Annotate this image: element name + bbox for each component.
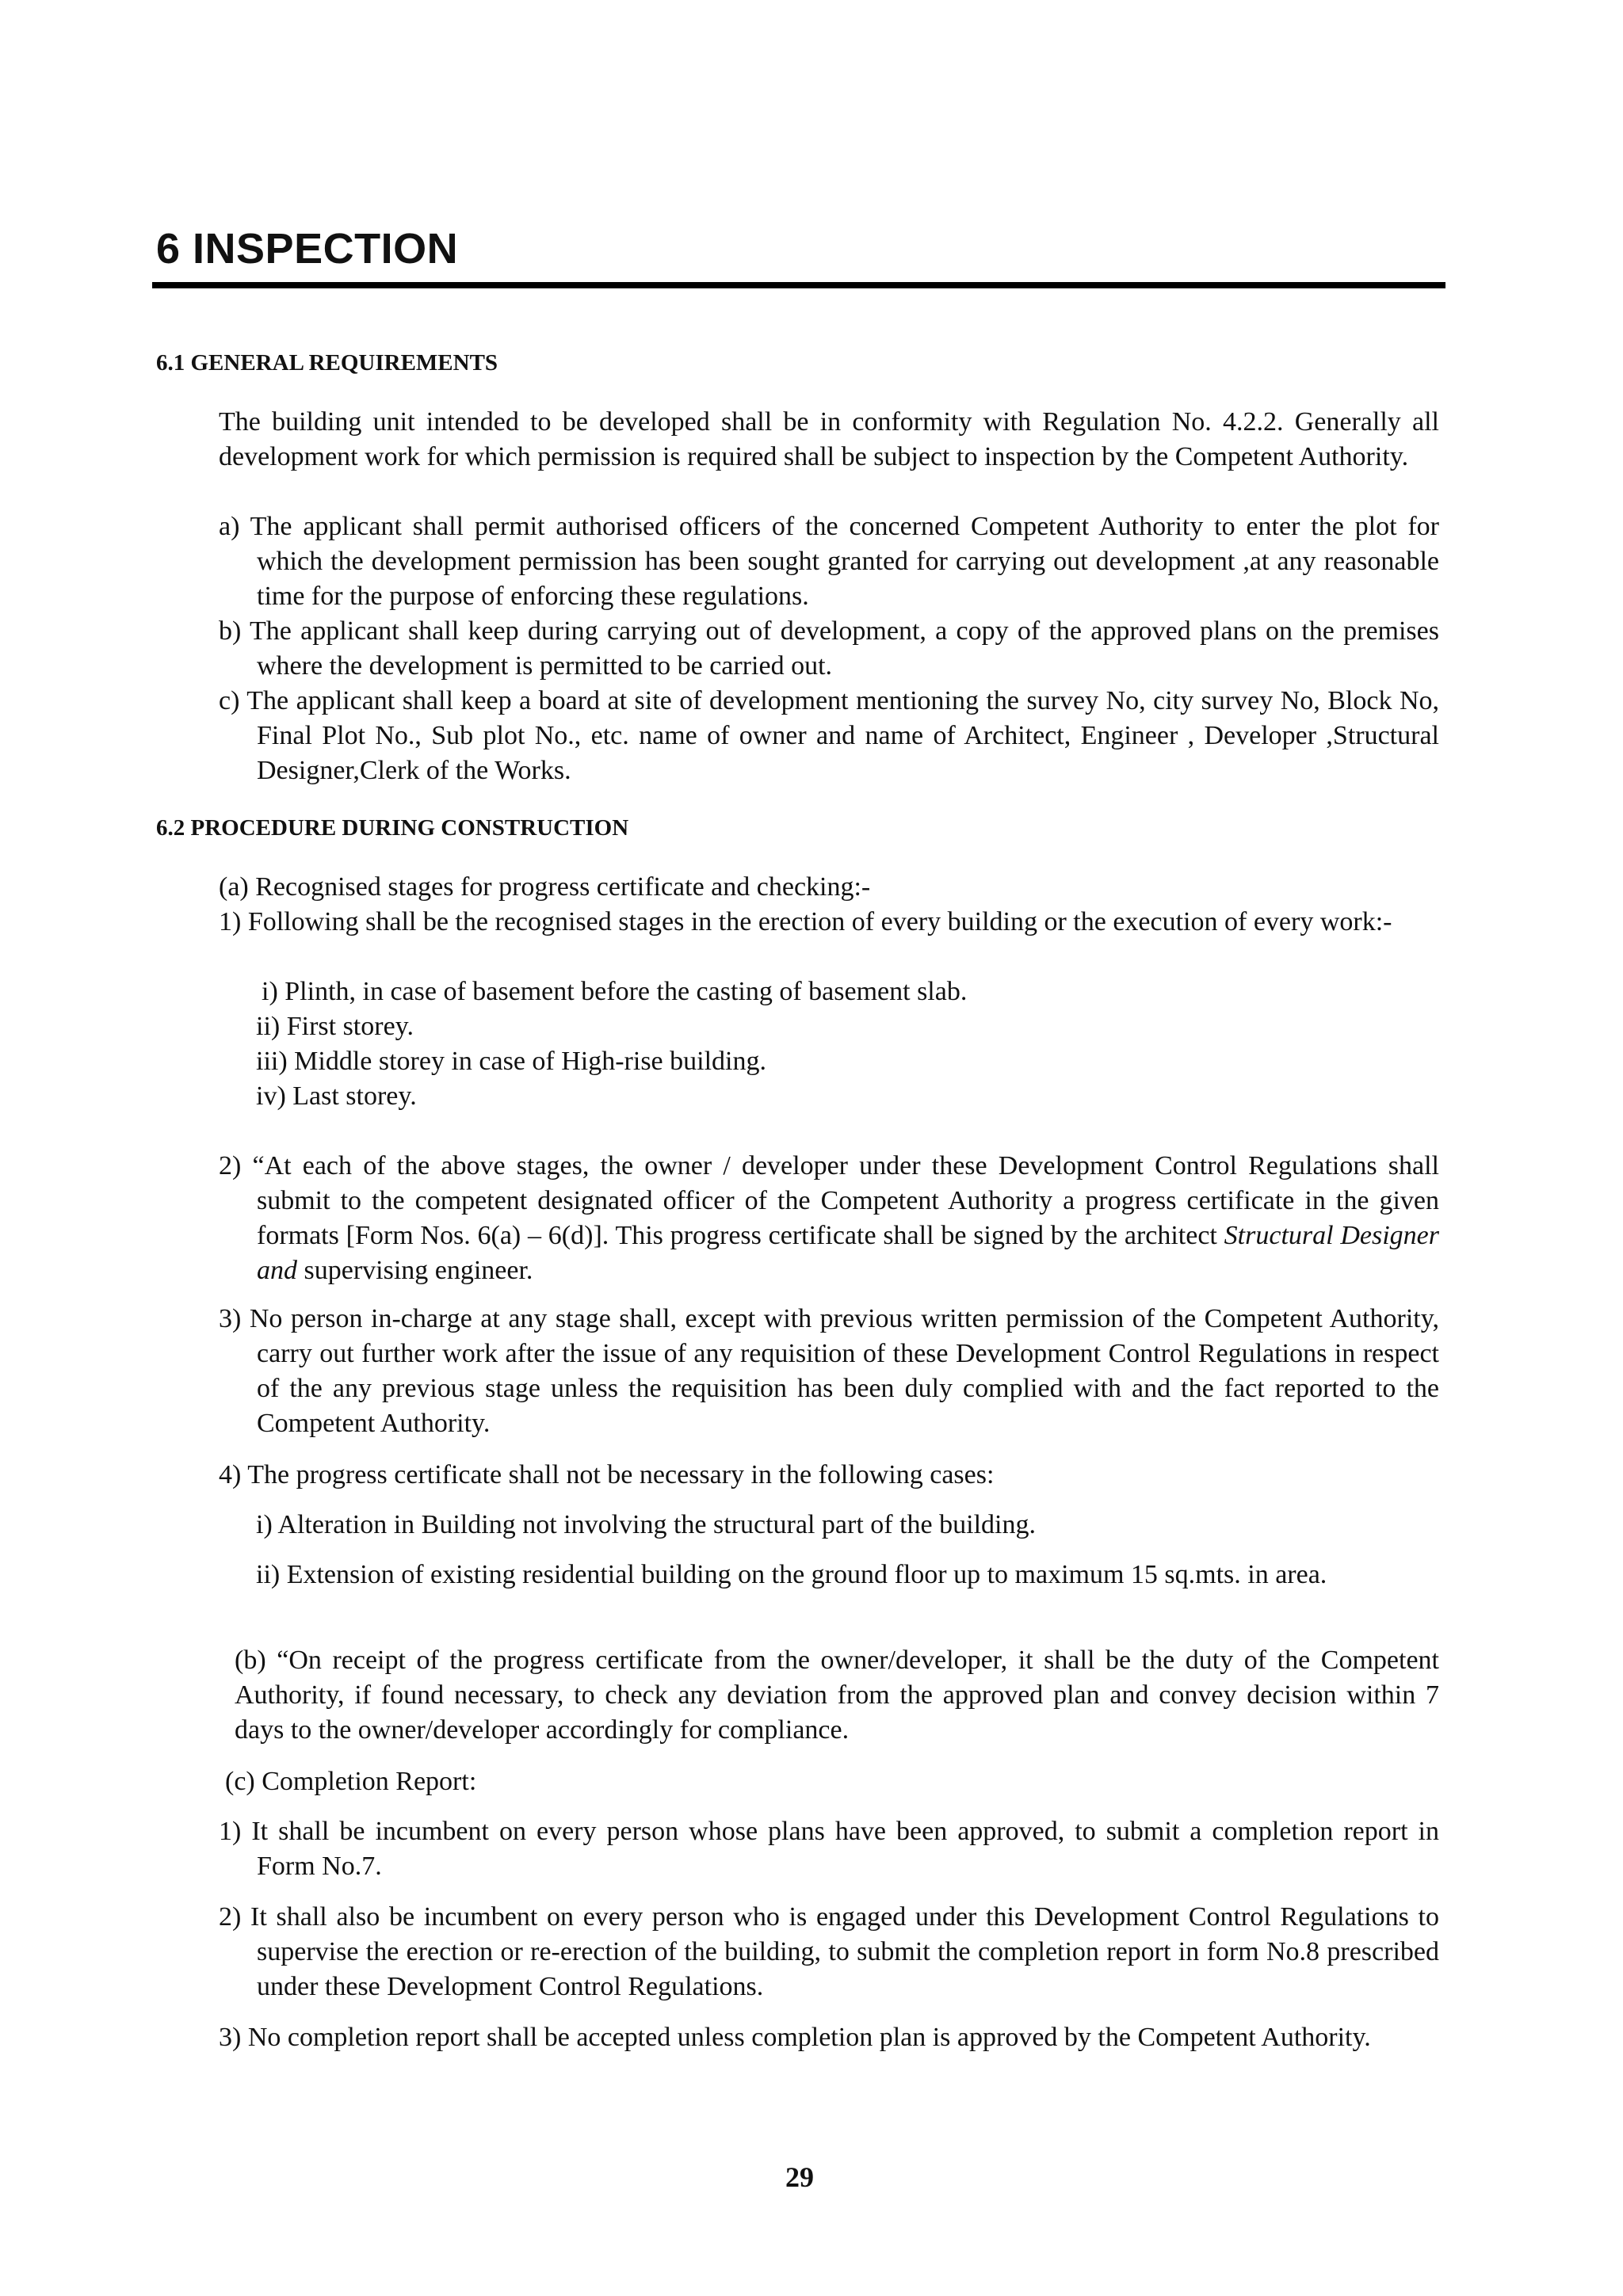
completion-item-2: 2) It shall also be incumbent on every person who is engaged under this Development Control Regulations to supervise the erection or re-erection of the building, to submit the completion report in form No.8 prescribed under these Development Control Regulations. xyxy=(219,1902,1439,2001)
list-item-a: a) The applicant shall permit authorised officers of the concerned Competent Authority to enter the plot for which the development permission has been sought granted for carrying out development ,at any reasonable time for the purpose of enforcing these regulations. xyxy=(219,512,1439,611)
procedure-item-1: 1) Following shall be the recognised stages in the erection of every building or the execution of every work:- xyxy=(219,907,1392,936)
procedure-item-2-italic: Structural Designer and xyxy=(257,1221,1439,1285)
procedure-item-2-end: supervising engineer. xyxy=(297,1256,533,1285)
stage-plinth: i) Plinth, in case of basement before the casting of basement slab. xyxy=(262,977,968,1006)
chapter-title: 6 INSPECTION xyxy=(156,225,459,273)
section-heading-6-1: 6.1 GENERAL REQUIREMENTS xyxy=(156,350,498,376)
subsection-a-title: (a) Recognised stages for progress certificate and checking:- xyxy=(219,872,871,902)
section-heading-6-2: 6.2 PROCEDURE DURING CONSTRUCTION xyxy=(156,815,629,841)
stage-middle-storey: iii) Middle storey in case of High-rise building. xyxy=(256,1047,766,1076)
procedure-item-4: 4) The progress certificate shall not be necessary in the following cases: xyxy=(219,1460,995,1489)
stage-first-storey: ii) First storey. xyxy=(256,1012,414,1041)
procedure-item-3: 3) No person in-charge at any stage shall, except with previous written permission of the Competent Authority, carry out further work after the issue of any requisition of these Development Control Regulations in respect of the any previous stage unless the requisition has been duly complied with and the fact reported to the Competent Authority. xyxy=(219,1304,1439,1438)
exemption-case-ii: ii) Extension of existing residential building on the ground floor up to maximum 15 sq.mts. in area. xyxy=(256,1560,1327,1589)
subsection-c-title: (c) Completion Report: xyxy=(225,1767,477,1796)
completion-item-1: 1) It shall be incumbent on every person whose plans have been approved, to submit a completion report in Form No.7. xyxy=(219,1817,1439,1881)
procedure-item-2 xyxy=(219,1149,1439,1288)
stage-last-storey: iv) Last storey. xyxy=(256,1081,417,1111)
page-number: 29 xyxy=(785,2161,814,2193)
title-underline xyxy=(152,282,1445,288)
procedure-item-2-text: 2) “At each of the above stages, the owner / developer under these Development Control Regulations shall submit to the competent designated officer of the Competent Authority a progress certificate in the given formats [Form Nos. 6(a) – 6(d)]. This progress certificate shall be signed by the architect xyxy=(219,1151,1439,1250)
completion-item-3: 3) No completion report shall be accepted unless completion plan is approved by the Competent Authority. xyxy=(219,2023,1371,2052)
paragraph-general-intro: The building unit intended to be developed shall be in conformity with Regulation No. 4.2.2. Generally all development work for which permission is required shall be subject to inspection by the Competent Authority. xyxy=(219,407,1439,471)
subsection-b-paragraph: (b) “On receipt of the progress certificate from the owner/developer, it shall be the duty of the Competent Authority, if found necessary, to check any deviation from the approved plan and convey decision within 7 days to the owner/developer accordingly for compliance. xyxy=(235,1646,1439,1745)
exemption-case-i: i) Alteration in Building not involving the structural part of the building. xyxy=(256,1510,1036,1539)
list-item-b: b) The applicant shall keep during carrying out of development, a copy of the approved plans on the premises where the development is permitted to be carried out. xyxy=(219,616,1439,681)
list-item-c: c) The applicant shall keep a board at site of development mentioning the survey No, city survey No, Block No, Final Plot No., Sub plot No., etc. name of owner and name of Architect, Engineer , Developer ,Structural Designer,Clerk of the Works. xyxy=(219,686,1439,785)
